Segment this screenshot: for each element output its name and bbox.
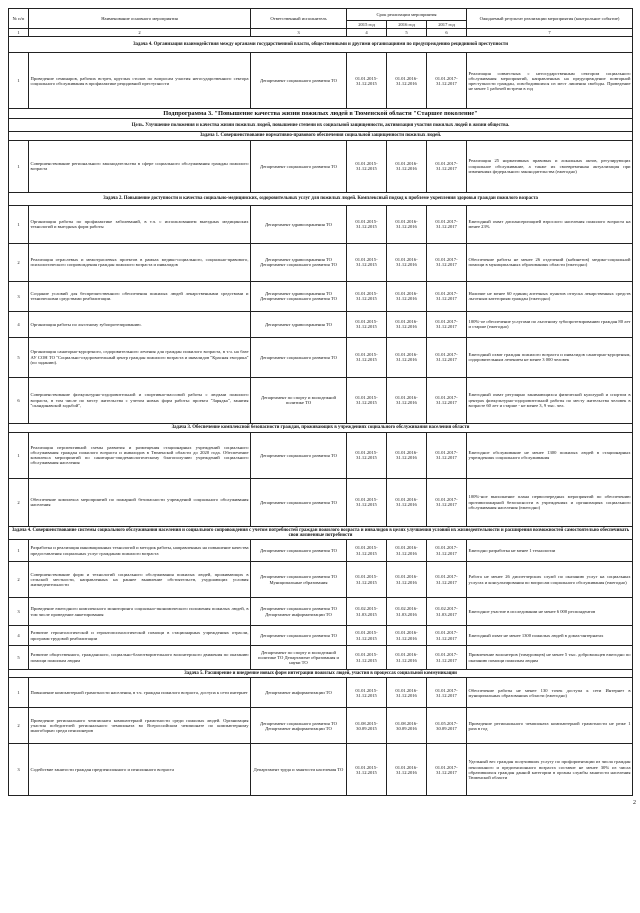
row-period-2015: 01.01.2015-31.12.2015 [347,53,387,109]
row-activity: Обеспечение комплекса мероприятий по пожарной безопасности учреждений социального обслуживания населения [29,478,251,526]
idx-cell: 3 [251,29,347,37]
row-activity: Совершенствование форм и технологий социального обслуживания пожилых людей, проживающих в сельской местности, направленных на раннее выявление обстоятельств, ухудшающих условия жизнедеятельности [29,562,251,598]
section-title: Задача 4. Организация взаимодействия между органами государственной власти, общественными и другими организациями по предупреждению рецидивной преступности [9,37,633,53]
row-period-2015: 01.01.2015-31.12.2015 [347,646,387,670]
idx-cell: 4 [347,29,387,37]
row-period-2016: 01.01.2016-31.12.2016 [387,540,427,562]
row-activity: Повышение компьютерной грамотности населения, в т.ч. граждан пожилого возраста, доступа к сети интернет [29,678,251,708]
row-activity: Проведение регионального чемпионата компьютерной грамотности среди пожилых людей. Организация участия победителей регионального чемпионата во Всероссийском чемпионате по компьютерному многоборью среди пенсионеров [29,708,251,744]
row-period-2016: 01.02.2016-31.03.2016 [387,598,427,626]
row-activity: Реализация отраслевых и межотраслевых проектов в рамках медико-социального, социально-правового, психологического сопровождения граждан пожилого возраста и инвалидов [29,243,251,281]
row-number: 4 [9,626,29,646]
row-number: 1 [9,205,29,243]
col-period-header: Срок реализации мероприятия [347,9,467,21]
row-period-2016: 01.01.2016-31.12.2016 [387,205,427,243]
row-executor: Департамент социального развития ТО Департамент информатизации ТО [251,598,347,626]
col-2015-header: 2015 год [347,21,387,29]
table-row [9,744,633,796]
row-period-2015: 01.01.2015-31.12.2015 [347,626,387,646]
table-row [9,337,633,377]
row-period-2015: 01.01.2015-31.12.2015 [347,377,387,423]
row-executor: Департамент информатизации ТО [251,678,347,708]
row-period-2016: 01.01.2016-31.12.2016 [387,478,427,526]
row-number: 1 [9,540,29,562]
row-period-2016: 01.01.2016-31.12.2016 [387,377,427,423]
table-row [9,311,633,337]
col-name-header: Наименование основного мероприятия [29,9,251,29]
row-result: Обеспечение работы не менее 130 точек доступа к сети Интернет в муниципальных образованиях области (ежегодно) [467,678,633,708]
row-result: Ежегодное обслуживание не менее 1300 пожилых людей в стационарных учреждениях социального обслуживания [467,432,633,478]
idx-cell: 7 [467,29,633,37]
row-executor: Департамент по спорту и молодежной политике ТО Департамент образования и науки ТО [251,646,347,670]
row-period-2017: 01.01.2017-31.12.2017 [427,311,467,337]
row-number: 1 [9,53,29,109]
row-period-2016: 01.01.2016-31.12.2016 [387,311,427,337]
row-period-2016: 01.01.2016-31.12.2016 [387,626,427,646]
row-period-2017: 01.01.2017-31.12.2017 [427,205,467,243]
row-executor: Департамент труда и занятости населения ТО [251,744,347,796]
row-executor: Департамент социального развития ТО [251,540,347,562]
row-period-2017: 01.01.2017-31.12.2017 [427,626,467,646]
row-number: 4 [9,311,29,337]
page-number: 2 [633,800,636,807]
row-executor: Департамент социального развития ТО Муниципальные образования [251,562,347,598]
row-period-2015: 01.08.2015-30.09.2015 [347,708,387,744]
table-row [9,540,633,562]
row-activity: Развитие общественного, гражданского, социально-благотворительного волонтерского движения по оказанию помощи пожилым людям [29,646,251,670]
row-activity: Разработка и реализация инновационных технологий и методик работы, направленных на повышение качества предоставления социальных услуг гражданам пожилого возраста [29,540,251,562]
idx-cell: 2 [29,29,251,37]
section-title: Задача 2. Повышение доступности и качества социально-медицинских, оздоровительных услуг для пожилых людей. Комплексный подход к проблеме укрепления здоровья граждан пожилого возраста [9,192,633,205]
row-executor: Департамент социального развития ТО [251,140,347,192]
row-number: 2 [9,708,29,744]
row-executor: Департамент здравоохранения ТО Департамент социального развития ТО [251,243,347,281]
row-period-2017: 01.01.2017-31.12.2017 [427,377,467,423]
col-num-header: № п/п [9,9,29,29]
row-number: 1 [9,140,29,192]
row-executor: Департамент социального развития ТО [251,337,347,377]
row-executor: Департамент здравоохранения ТО [251,311,347,337]
row-period-2015: 01.01.2015-31.12.2015 [347,337,387,377]
row-period-2015: 01.01.2015-31.12.2015 [347,243,387,281]
row-result: 100%-ое обеспечение услугами по льготному зубопротезированию граждан 80 лет и старше (ежегодно) [467,311,633,337]
col-2017-header: 2017 год [427,21,467,29]
table-row [9,626,633,646]
row-result: 100%-ное выполнение плана первоочередных мероприятий по обеспечению противопожарной безопасности в учреждениях и организациях социального обслуживания населения (ежегодно) [467,478,633,526]
row-period-2017: 01.01.2017-31.12.2017 [427,432,467,478]
row-period-2016: 01.01.2016-31.12.2016 [387,140,427,192]
row-result: Проведение регионального чемпионата компьютерной грамотности не реже 1 раза в год [467,708,633,744]
row-period-2017: 01.01.2017-31.12.2017 [427,140,467,192]
row-period-2017: 01.02.2017-31.03.2017 [427,598,467,626]
row-period-2015: 01.01.2015-31.12.2015 [347,562,387,598]
program-table [8,8,633,796]
row-period-2015: 01.02.2015-31.03.2015 [347,598,387,626]
col-result-header: Ожидаемый результат реализации мероприятия (контрольное событие) [467,9,633,29]
row-number: 3 [9,598,29,626]
row-period-2017: 01.01.2017-31.12.2017 [427,243,467,281]
idx-cell: 6 [427,29,467,37]
row-number: 2 [9,243,29,281]
section-title: Подпрограмма 3. "Повышение качества жизни пожилых людей в Тюменской области "Старшее поколение" [9,109,633,119]
row-period-2015: 01.01.2015-31.12.2015 [347,540,387,562]
row-number: 3 [9,281,29,311]
row-number: 5 [9,337,29,377]
row-result: Работа не менее 26 диспетчерских служб по оказанию услуг на социальных услугах и консультирования по вопросам социального обслуживания (ежегодно) [467,562,633,598]
row-period-2017: 01.01.2017-31.12.2017 [427,562,467,598]
row-result: Ежегодный охват регулярно занимающихся физической культурой и спортом в центрах физкультурно-оздоровительной работы по месту жительства человек в возрасте 60 лет и старше - не менее 3, 9 тыс. чел. [467,377,633,423]
row-activity: Проведение ежегодного комплексного мониторинга социально-экономического положения пожилых людей, в том числе проведение анкетирования [29,598,251,626]
row-result: Наличие не менее 60 единиц аптечных пунктов отпуска лекарственных средств льготным категориям граждан (ежегодно) [467,281,633,311]
row-period-2017: 01.01.2017-31.12.2017 [427,478,467,526]
row-period-2017: 01.01.2017-31.12.2017 [427,337,467,377]
section-title: Задача 4. Совершенствование системы социального обслуживания населения и социального сопровождения с учетом потребностей граждан пожилого возраста и инвалидов в целях улучшения условий их жизнедеятельности и расширения возможностей самостоятельно обеспечивать свои жизненные потребности [9,526,633,539]
table-row [9,281,633,311]
row-period-2016: 01.01.2016-31.12.2016 [387,562,427,598]
row-activity: Реализация перспективной схемы развития и размещения стационарных учреждений социального обслуживания граждан пожилого возраста и инвалидов в Тюменской области до 2020 года. Обеспечение комплекса мероприятий по санитарно-эпидемиологическому благополучию учреждений социального обслуживания населения [29,432,251,478]
row-result: Привлечение волонтеров (тимуровцев) не менее 5 тыс. добровольцев ежегодно по оказанию помощи пожилым людям [467,646,633,670]
table-row [9,432,633,478]
table-row [9,562,633,598]
row-result: Ежегодно разработка не менее 1 технологии [467,540,633,562]
row-result: Удельный вес граждан получивших услугу по профориентации из числа граждан пенсионного и предпенсионного возраста составит не менее 30% из числа обратившихся граждан данной категории в органы службы занятости населения Тюменской области [467,744,633,796]
col-2016-header: 2016 год [387,21,427,29]
idx-cell: 1 [9,29,29,37]
table-row [9,140,633,192]
row-number: 5 [9,646,29,670]
row-period-2015: 01.01.2015-31.12.2015 [347,281,387,311]
col-exec-header: Ответственный исполнитель [251,9,347,29]
row-result: Ежегодное участие в исследовании не менее 6 000 респондентов [467,598,633,626]
row-period-2017: 01.01.2017-31.12.2017 [427,53,467,109]
row-period-2015: 01.01.2015-31.12.2015 [347,311,387,337]
row-executor: Департамент социального развития ТО [251,478,347,526]
row-period-2016: 01.01.2016-31.12.2016 [387,281,427,311]
table-row [9,53,633,109]
table-row [9,708,633,744]
table-row [9,243,633,281]
row-result: Реализация 25 нормативных правовых и локальных актов, регулирующих социальное обслуживание, а также их своевременная актуализация при изменениях федерального законодательства (ежегодно) [467,140,633,192]
row-activity: Организация работы по профилактике заболеваний, в т.ч. с использованием выездных медицинских технологий и выездных форм работы [29,205,251,243]
row-period-2016: 01.08.2016-30.09.2016 [387,708,427,744]
row-result: Реализация совместных с негосударственным сектором социального обслуживания мероприятий, направленных на предупреждение повторной преступности граждан, освободившихся из мест лишения свободы. Проведение не менее 1 рабочей встречи в год [467,53,633,109]
row-result: Ежегодный охват граждан пожилого возраста и инвалидов санаторно-курортным, оздоровительным лечением не менее 3 000 человек [467,337,633,377]
row-period-2016: 01.01.2016-31.12.2016 [387,678,427,708]
row-period-2016: 01.01.2016-31.12.2016 [387,744,427,796]
row-number: 2 [9,562,29,598]
row-period-2016: 01.01.2016-31.12.2016 [387,646,427,670]
row-activity: Содействие занятости граждан предпенсионного и пенсионного возраста [29,744,251,796]
row-activity: Совершенствование регионального законодательства в сфере социального обслуживания граждан пожилого возраста [29,140,251,192]
row-number: 6 [9,377,29,423]
row-period-2017: 01.01.2017-31.12.2017 [427,744,467,796]
table-row [9,377,633,423]
table-row [9,646,633,670]
row-executor: Департамент социального развития ТО [251,53,347,109]
row-period-2017: 01.01.2017-31.12.2017 [427,678,467,708]
row-number: 2 [9,478,29,526]
table-row [9,205,633,243]
row-result: Ежегодный охват диспансеризацией взрослого населения пожилого возраста на менее 23% [467,205,633,243]
row-period-2015: 01.01.2015-31.12.2015 [347,744,387,796]
section-title: Задача 5. Расширение и внедрение новых форм интеграции пожилых людей, участия в процессах социальной коммуникации [9,670,633,678]
section-title: Цель. Улучшение положения и качества жизни пожилых людей, повышение степени их социальной защищенности, активизация участия пожилых людей в жизни общества. [9,119,633,132]
row-executor: Департамент здравоохранения ТО Департамент социального развития ТО [251,281,347,311]
row-result: Обеспечение работы не менее 26 отделений (кабинетов) медико-социальной помощи в муниципальных образованиях области (ежегодно) [467,243,633,281]
idx-cell: 5 [387,29,427,37]
section-title: Задача 1. Совершенствование нормативно-правового обеспечения социальной защищенности пожилых людей. [9,132,633,140]
row-period-2016: 01.01.2016-31.12.2016 [387,432,427,478]
row-period-2015: 01.01.2015-31.12.2015 [347,205,387,243]
row-period-2017: 01.05.2017-30.09.2017 [427,708,467,744]
row-period-2015: 01.01.2015-31.12.2015 [347,140,387,192]
row-period-2017: 01.01.2017-31.12.2017 [427,281,467,311]
row-activity: Создание условий для беспрепятственного обеспечения пожилых людей лекарственными средствами и техническими средствами реабилитации. [29,281,251,311]
table-row [9,478,633,526]
row-period-2016: 01.01.2016-31.12.2016 [387,53,427,109]
row-number: 3 [9,744,29,796]
row-number: 1 [9,432,29,478]
row-activity: Проведение семинаров, рабочих встреч, круглых столов по вопросам участия негосударственного сектора социального обслуживания в профилактике рецидивной преступности [29,53,251,109]
section-title: Задача 3. Обеспечение комплексной безопасности граждан, проживающих в учреждениях социального обслуживания населения области [9,423,633,432]
row-number: 1 [9,678,29,708]
table-row [9,678,633,708]
row-activity: Совершенствование физкультурно-оздоровительной и спортивно-массовой работы с людьми пожилого возраста, в том числе по месту жительства с учетом новых форм работы: проекта "Зарядка", занятия "скандинавской ходьбой", [29,377,251,423]
row-activity: Организация работы по льготному зубопротезированию. [29,311,251,337]
row-executor: Департамент здравоохранения ТО [251,205,347,243]
row-executor: Департамент социального развития ТО [251,626,347,646]
document-page [8,8,636,807]
row-activity: Организация санаторно-курортного, оздоровительного лечения для граждан пожилого возраста, в т.ч. на базе АУ СОН ТО "Социально-оздоровительный центр граждан пожилого возраста и инвалидов "Красная гвоздика" (по заданию). [29,337,251,377]
row-period-2017: 01.01.2017-31.12.2017 [427,646,467,670]
row-period-2016: 01.01.2016-31.12.2016 [387,337,427,377]
table-row [9,598,633,626]
row-period-2015: 01.01.2015-31.12.2015 [347,678,387,708]
row-activity: Развитие геронтологической и геронтопсихологической помощи в стационарных учреждениях отрасли, программ трудовой реабилитации [29,626,251,646]
row-executor: Департамент по спорту и молодежной политике ТО [251,377,347,423]
row-period-2015: 01.01.2015-31.12.2015 [347,478,387,526]
row-period-2016: 01.01.2016-31.12.2016 [387,243,427,281]
row-result: Ежегодный охват не менее 1300 пожилых людей в домах-интернатах [467,626,633,646]
row-period-2015: 01.01.2015-31.12.2015 [347,432,387,478]
row-period-2017: 01.01.2017-31.12.2017 [427,540,467,562]
row-executor: Департамент социального развития ТО [251,432,347,478]
row-executor: Департамент социального развития ТО Департамент информатизации ТО [251,708,347,744]
